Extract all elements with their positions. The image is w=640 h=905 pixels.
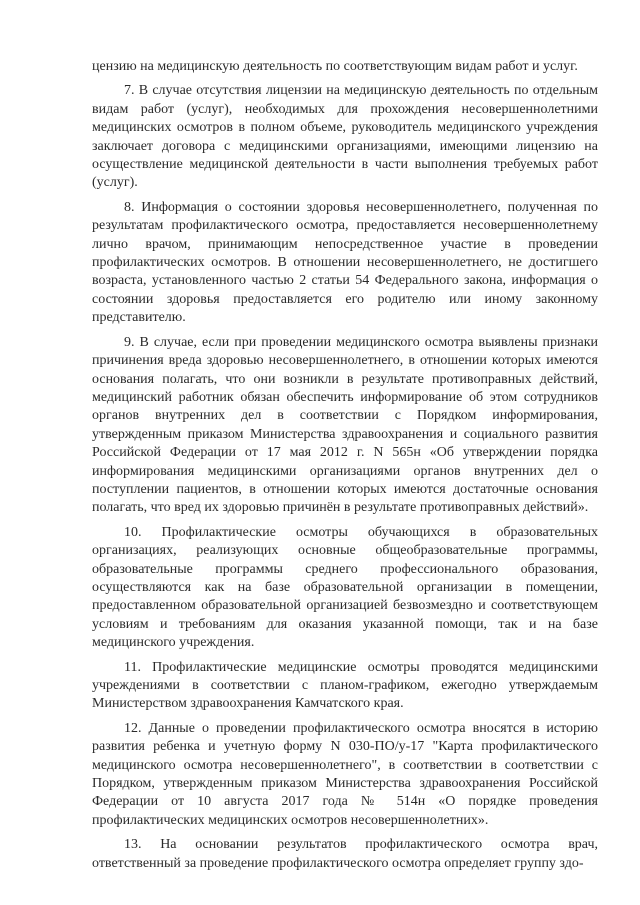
document-body bbox=[92, 58, 598, 879]
paragraph-13: 13. На основании результатов профилактического осмотра врач, ответственный за проведение профилактического осмотра определяет группу здо- bbox=[92, 837, 598, 871]
paragraph-10: 10. Профилактические осмотры обучающихся в образовательных организациях, реализующих основные общеобразовательные программы, образовательные программы среднего профессионального образования, осуществляются как на базе образовательной организации в помещении, предоставленном образовательной организацией безвозмездно и соответствующем условиям и требованиям для оказания указанной помощи, так и на базе медицинского учреждения. bbox=[92, 524, 598, 651]
paragraph-8: 8. Информация о состоянии здоровья несовершеннолетнего, полученная по результатам профилактического осмотра, предоставляется несовершеннолетнему лично врачом, принимающим непосредственное участие в проведении профилактических осмотров. В отношении несовершеннолетнего, не достигшего возраста, установленного частью 2 статьи 54 Федерального закона, информация о состоянии здоровья предоставляется его родителю или иному законному представителю. bbox=[92, 199, 598, 326]
paragraph-7: 7. В случае отсутствия лицензии на медицинскую деятельность по отдельным видам работ (услуг), необходимых для прохождения несовершеннолетними медицинских осмотров в полном объеме, руководитель медицинского учреждения заключает договора с медицинскими организациями, имеющими лицензию на осуществление медицинской деятельности в части выполнения требуемых работ (услуг). bbox=[92, 83, 598, 191]
paragraph-12: 12. Данные о проведении профилактического осмотра вносятся в историю развития ребенка и учетную форму N 030-ПО/у-17 "Карта профилактического медицинского осмотра несовершеннолетнего", в соответствии в соответствии с Порядком, утвержденным приказом Министерства здравоохранения Российской Федерации от 10 августа 2017 года № 514н «О порядке проведения профилактических медицинских осмотров несовершеннолетних». bbox=[92, 720, 598, 828]
paragraph-11: 11. Профилактические медицинские осмотры проводятся медицинскими учреждениями в соответствии с планом-графиком, ежегодно утверждаемым Министерством здравоохранения Камчатского края. bbox=[92, 659, 598, 712]
paragraph-9: 9. В случае, если при проведении медицинского осмотра выявлены признаки причинения вреда здоровью несовершеннолетнего, в отношении которых имеются основания полагать, что они возникли в результате противоправных действий, медицинский работник обязан обеспечить информирование об этом сотрудников органов внутренних дел в соответствии с Порядком информирования, утвержденным приказом Министерства здравоохранения и социального развития Российской Федерации от 17 мая 2012 г. N 565н «Об утверждении порядка информирования медицинскими организациями органов внутренних дел о поступлении пациентов, в отношении которых имеются достаточные основания полагать, что вред их здоровью причинён в результате противоправных действий». bbox=[92, 334, 598, 516]
paragraph-license-continuation: цензию на медицинскую деятельность по соответствующим видам работ и услуг. bbox=[92, 59, 578, 74]
